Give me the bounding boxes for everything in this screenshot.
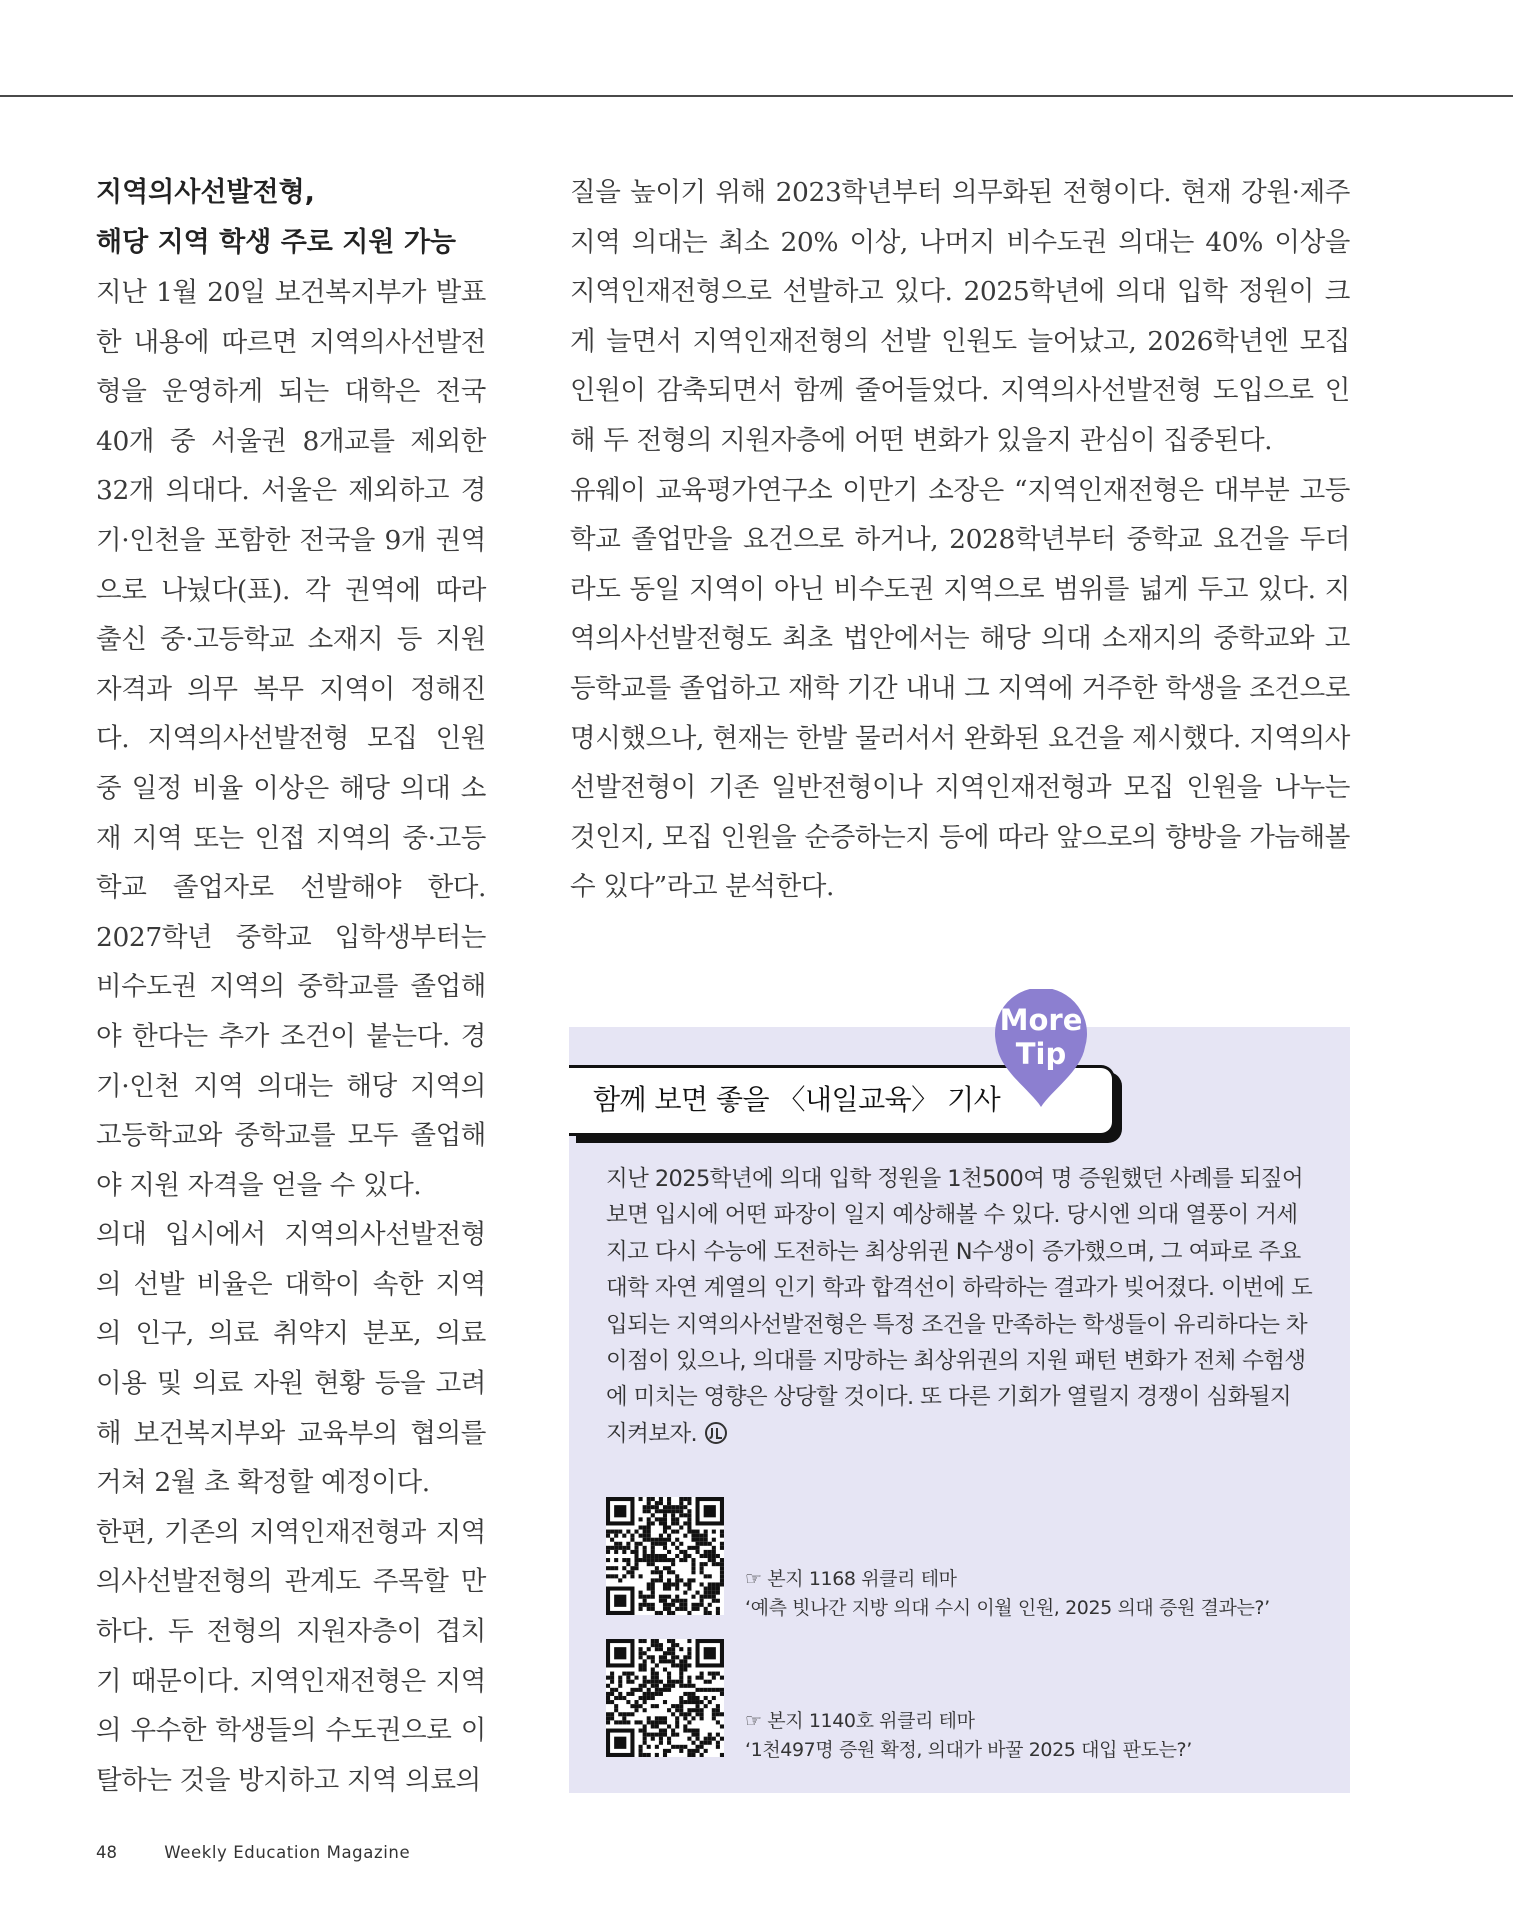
reference-2-title: ‘1천497명 증원 확정, 의대가 바꿀 2025 대입 판도는?’ — [745, 1739, 1192, 1761]
badge-text — [991, 1003, 1091, 1071]
page-number: 48 — [96, 1843, 117, 1862]
reference-1-title: ‘예측 빗나간 지방 의대 수시 이월 인원, 2025 의대 증원 결과는?’ — [745, 1597, 1270, 1619]
left-paragraph-2: 의대 입시에서 지역의사선발전형의 선발 비율은 대학이 속한 지역의 인구, 의료 취약지 분포, 의료 이용 및 의료 자원 현황 등을 고려해 보건복지부와 교육부의 협의를 거쳐 2월 초 확정할 예정이다. — [96, 1219, 486, 1499]
top-rule — [0, 95, 1513, 97]
badge-line-tip: Tip — [1015, 1037, 1067, 1071]
left-paragraph-1: 지난 1월 20일 보건복지부가 발표한 내용에 따르면 지역의사선발전형을 운영하게 되는 대학은 전국 40개 중 서울권 8개교를 제외한 32개 의대다. 서울은 제외하고 경기·인천을 포함한 전국을 9개 권역으로 나눴다(표). 각 권역에 따라 출신 중·고등학교 소재지 등 지원 자격과 의무 복무 지역이 정해진다. 지역의사선발전형 모집 인원 중 일정 비율 이상은 해당 의대 소재 지역 또는 인접 지역의 중·고등학교 졸업자로 선발해야 한다. 2027학년 중학교 입학생부터는 비수도권 지역의 중학교를 졸업해야 한다는 추가 조건이 붙는다. 경기·인천 지역 의대는 해당 지역의 고등학교와 중학교를 모두 졸업해야 지원 자격을 얻을 수 있다. — [96, 277, 486, 1201]
left-column — [96, 168, 486, 1805]
section-heading-line2: 해당 지역 학생 주로 지원 가능 — [96, 227, 456, 258]
qr-code-icon — [606, 1639, 724, 1757]
right-column — [570, 168, 1350, 912]
reference-1 — [745, 1565, 1270, 1623]
magazine-name: Weekly Education Magazine — [164, 1843, 411, 1862]
reference-2-source: ☞ 본지 1140호 위클리 테마 — [745, 1710, 975, 1732]
tip-body-text: 지난 2025학년에 의대 입학 정원을 1천500여 명 증원했던 사례를 되짚어보면 입시에 어떤 파장이 일지 예상해볼 수 있다. 당시엔 의대 열풍이 거세지고 다시 수능에 도전하는 최상위권 N수생이 증가했으며, 그 여파로 주요 대학 자연 계열의 인기 학과 합격선이 하락하는 결과가 빚어졌다. 이번에 도입되는 지역의사선발전형은 특정 조건을 만족하는 학생들이 유리하다는 차이점이 있으나, 의대를 지망하는 최상위권의 지원 패턴 변화가 전체 수험생에 미치는 영향은 상당할 것이다. 또 다른 기회가 열릴지 경쟁이 심화될지 지켜보자. — [606, 1166, 1313, 1447]
qr-code-1[interactable] — [606, 1497, 724, 1615]
reference-1-source: ☞ 본지 1168 위클리 테마 — [745, 1568, 957, 1590]
more-tip-box — [569, 1003, 1350, 1793]
left-paragraph-3: 한편, 기존의 지역인재전형과 지역의사선발전형의 관계도 주목할 만하다. 두 전형의 지원자층이 겹치기 때문이다. 지역인재전형은 지역의 우수한 학생들의 수도권으로 이탈하는 것을 방지하고 지역 의료의 — [96, 1516, 486, 1796]
page-footer — [96, 1843, 410, 1862]
tip-body — [606, 1161, 1316, 1452]
more-tip-badge — [991, 989, 1091, 1109]
jl-logo-icon — [704, 1421, 728, 1445]
reference-2 — [745, 1707, 1192, 1765]
section-heading-line1: 지역의사선발전형, — [96, 177, 315, 208]
badge-line-more: More — [999, 1003, 1083, 1037]
qr-code-icon — [606, 1497, 724, 1615]
right-paragraph-2: 유웨이 교육평가연구소 이만기 소장은 “지역인재전형은 대부분 고등학교 졸업만을 요건으로 하거나, 2028학년부터 중학교 요건을 두더라도 동일 지역이 아닌 비수도권 지역으로 범위를 넓게 두고 있다. 지역의사선발전형도 최초 법안에서는 해당 의대 소재지의 중학교와 고등학교를 졸업하고 재학 기간 내내 그 지역에 거주한 학생을 조건으로 명시했으나, 현재는 한발 물러서서 완화된 요건을 제시했다. 지역의사선발전형이 기존 일반전형이나 지역인재전형과 모집 인원을 나누는 것인지, 모집 인원을 순증하는지 등에 따라 앞으로의 향방을 가늠해볼 수 있다”라고 분석한다. — [570, 474, 1350, 903]
qr-code-2[interactable] — [606, 1639, 724, 1757]
right-paragraph-1: 질을 높이기 위해 2023학년부터 의무화된 전형이다. 현재 강원·제주 지역 의대는 최소 20% 이상, 나머지 비수도권 의대는 40% 이상을 지역인재전형으로 선발하고 있다. 2025학년에 의대 입학 정원이 크게 늘면서 지역인재전형의 선발 인원도 늘어났고, 2026학년엔 모집 인원이 감축되면서 함께 줄어들었다. 지역의사선발전형 도입으로 인해 두 전형의 지원자층에 어떤 변화가 있을지 관심이 집중된다. — [570, 177, 1350, 456]
tip-title: 함께 보면 좋을 〈내일교육〉 기사 — [593, 1083, 1001, 1116]
